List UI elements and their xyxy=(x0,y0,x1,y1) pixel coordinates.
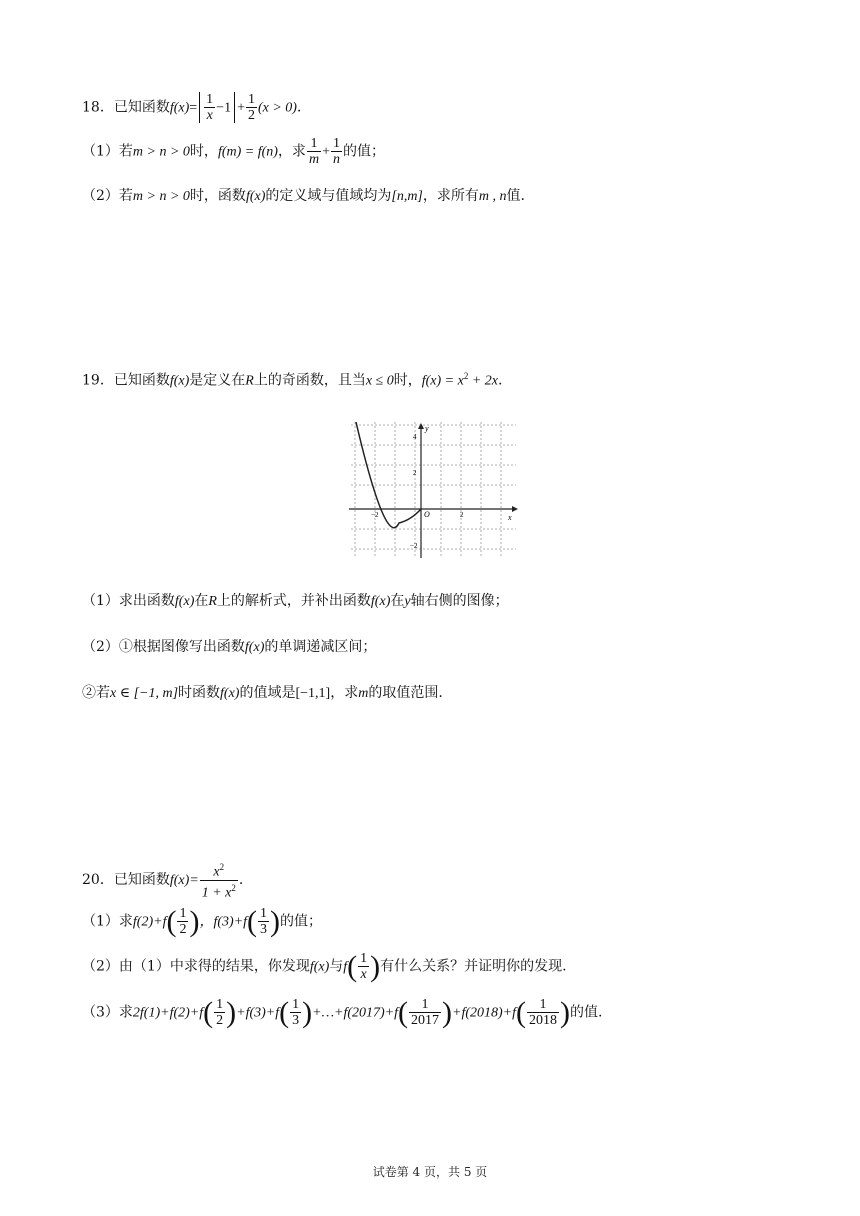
function-graph xyxy=(346,420,521,560)
q19-part2b: ②若x ∈ [−1, m]时函数f(x)的值域是[−1,1]，求m的取值范围. xyxy=(82,685,443,701)
tick-x2: 2 xyxy=(460,511,464,519)
label-origin: O xyxy=(424,510,430,519)
q20-part1: （1）求f(2)+f( $\frac{1}{2}$ )，f(3)+f( $\frac{1}{3}$ )的值； xyxy=(82,904,323,938)
label-y: y xyxy=(425,424,429,433)
tick-y2: 2 xyxy=(413,469,417,477)
q18-title: 18．已知函数f(x)= $\frac{1}{x}$ −1 + $\frac{1}{2}$ (x > 0)． xyxy=(82,92,311,123)
q19-part2: （2）①根据图像写出函数f(x)的单调递减区间； xyxy=(82,639,377,655)
page-footer: 试卷第 4 页，共 5 页 xyxy=(372,1165,488,1179)
q18-part2: （2）若m > n > 0时，函数f(x)的定义域与值域均为[n,m]，求所有m , n值. xyxy=(82,188,525,204)
grid xyxy=(351,422,516,556)
q18-part1: （1）若m > n > 0时，f(m) = f(n)，求 $\frac{1}{m}$ + $\frac{1}{n}$ 的值； xyxy=(82,136,385,167)
tick-y4: 4 xyxy=(413,433,417,441)
absolute-value: $\frac{1}{x}$ −1 xyxy=(199,92,235,123)
q19-part1: （1）求出函数f(x)在R上的解析式，并补出函数f(x)在y轴右侧的图像； xyxy=(82,593,509,609)
x-axis-arrow-icon xyxy=(512,506,518,512)
tick-yneg2: −2 xyxy=(410,542,418,550)
q20-part2: （2）由（1）中求得的结果，你发现f(x)与f( $\frac{1}{x}$ )有什么关系？并证明你的发现. xyxy=(82,949,567,983)
q20-part3: （3）求2f(1)+f(2)+f( $\frac{1}{2}$ )+f(3)+f( $\frac{1}{3}$ )+…+f(2017)+f( $\frac{1}{2017}$ )+f(2018)+f( $\frac{1}{2018}$ )的值. xyxy=(82,995,603,1029)
curve-left-branch xyxy=(356,422,421,528)
q19-title: 19．已知函数f(x)是定义在R上的奇函数，且当x ≤ 0时，$f(x) = x^2 + 2x$. xyxy=(82,371,503,389)
tick-xneg2: −2 xyxy=(371,511,379,519)
q20-title: 20．已知函数f(x)= $\frac{x^2}{1 + x^2}$ . xyxy=(82,862,244,901)
label-x: x xyxy=(508,513,512,522)
y-axis-arrow-icon xyxy=(418,423,424,429)
